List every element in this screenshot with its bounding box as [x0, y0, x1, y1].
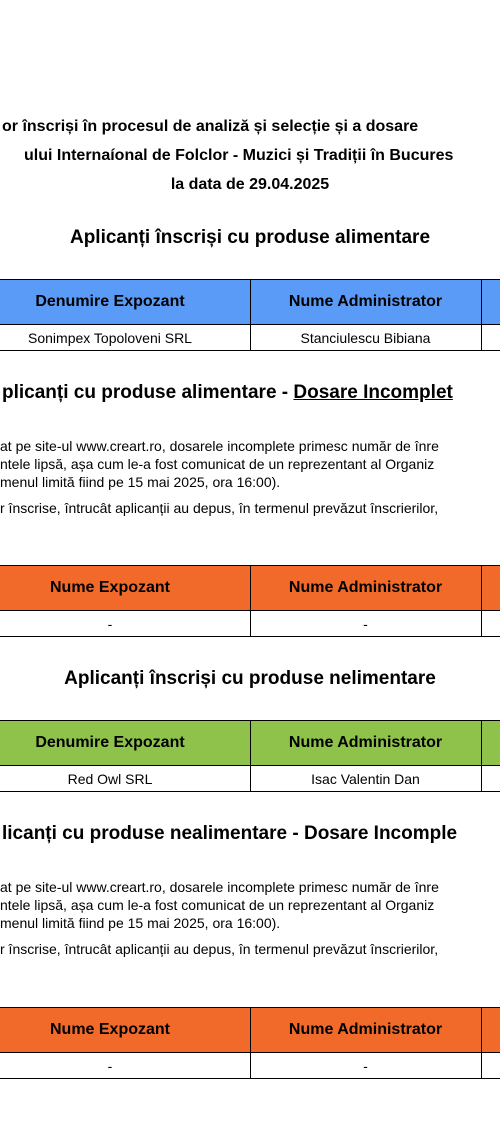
cell-extra: [481, 611, 500, 636]
section-title-nonfood-incomplete: licanți cu produse nealimentare - Dosare Incomple: [2, 823, 458, 844]
table-row: [0, 1053, 500, 1079]
cell-administrator: Isac Valentin Dan: [250, 766, 482, 791]
section-title-nonfood: Aplicanți înscriși cu produse nelimentare: [64, 668, 436, 689]
table-row: [0, 325, 500, 351]
col-header-extra: [481, 566, 500, 610]
cell-administrator: Stanciulescu Bibiana: [250, 325, 482, 350]
note-line-1: at pe site-ul www.creart.ro, dosarele incomplete primesc număr de înre: [0, 879, 439, 895]
table-header-row: [0, 1007, 500, 1053]
note-line-1: at pe site-ul www.creart.ro, dosarele incomplete primesc număr de înre: [0, 438, 439, 454]
col-header-administrator: Nume Administrator: [250, 721, 482, 765]
cell-extra: [481, 766, 500, 791]
table-nonfood-incomplete: [0, 1007, 500, 1080]
note-line-3: menul limită fiind pe 15 mai 2025, ora 16:00).: [0, 474, 281, 490]
cell-administrator: -: [250, 1053, 482, 1078]
col-header-extra: [481, 721, 500, 765]
table-food-registered: [0, 279, 500, 352]
col-header-exhibitor: Denumire Expozant: [0, 721, 251, 765]
note-line-2: ntele lipsă, așa cum le-a fost comunicat de un reprezentant al Organiz: [0, 456, 435, 472]
table-header-row: [0, 279, 500, 325]
table-food-incomplete: [0, 565, 500, 638]
col-header-extra: [481, 280, 500, 324]
col-header-administrator: Nume Administrator: [250, 280, 482, 324]
cell-exhibitor: -: [0, 1053, 251, 1078]
table-header-row: [0, 720, 500, 766]
header-line-1: or înscriși în procesul de analiză și selecție și a dosare: [2, 118, 419, 135]
cell-exhibitor: -: [0, 611, 251, 636]
note-line-3: menul limită fiind pe 15 mai 2025, ora 16:00).: [0, 915, 281, 931]
title-prefix: plicanți cu produse alimentare -: [2, 382, 294, 403]
title-underlined: Dosare Incomplet: [293, 382, 453, 403]
section-title-food: Aplicanți înscriși cu produse alimentare: [69, 227, 431, 248]
table-nonfood-registered: [0, 720, 500, 793]
table-row: [0, 611, 500, 637]
cell-exhibitor: Red Owl SRL: [0, 766, 251, 791]
col-header-administrator: Nume Administrator: [250, 1008, 482, 1052]
table-header-row: [0, 565, 500, 611]
note-line-4: r înscrise, întrucât aplicanții au depus, în termenul prevăzut înscrierilor,: [0, 500, 439, 516]
col-header-extra: [481, 1008, 500, 1052]
cell-administrator: -: [250, 611, 482, 636]
note-line-4: r înscrise, întrucât aplicanții au depus, în termenul prevăzut înscrierilor,: [0, 941, 439, 957]
cell-extra: [481, 325, 500, 350]
header-date: la data de 29.04.2025: [170, 176, 330, 193]
col-header-exhibitor: Nume Expozant: [0, 1008, 251, 1052]
note-line-2: ntele lipsă, așa cum le-a fost comunicat de un reprezentant al Organiz: [0, 897, 435, 913]
col-header-exhibitor: Denumire Expozant: [0, 280, 251, 324]
header-line-2: ului Internaíonal de Folclor - Muzici și Tradiții în Bucures: [24, 147, 454, 164]
cell-exhibitor: Sonimpex Topoloveni SRL: [0, 325, 251, 350]
cell-extra: [481, 1053, 500, 1078]
col-header-exhibitor: Nume Expozant: [0, 566, 251, 610]
section-title-food-incomplete: [2, 381, 453, 405]
table-row: [0, 766, 500, 792]
col-header-administrator: Nume Administrator: [250, 566, 482, 610]
